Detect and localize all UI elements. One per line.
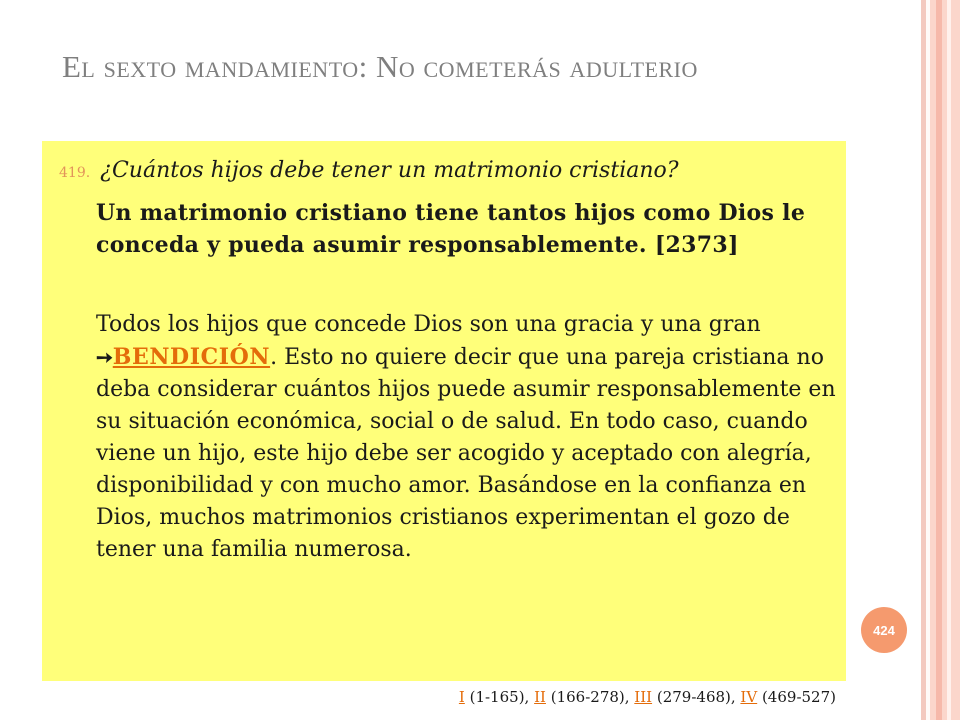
footer-link-part-1[interactable]: I: [458, 688, 465, 706]
footer-navigation: [459, 686, 836, 708]
footer-range-4: (469-527): [757, 688, 836, 706]
page-number-badge: 424: [861, 607, 907, 653]
arrow-icon: ➙: [96, 345, 113, 369]
explanation-text: [96, 309, 846, 566]
question-row: [59, 156, 839, 188]
slide-title: El sexto mandamiento: No cometerás adulterio: [62, 49, 698, 84]
answer-text: Un matrimonio cristiano tiene tantos hijos como Dios le conceda y pueda asumir responsablemente. [2373]: [96, 200, 806, 258]
question-number: 419.: [59, 165, 91, 181]
decorative-stripe: [930, 0, 960, 720]
footer-range-1: (1-165),: [464, 688, 535, 706]
explanation-body: . Esto no quiere decir que una pareja cristiana no deba considerar cuántos hijos puede asumir responsablemente en su situación económica, social o de salud. En todo caso, cuando viene un hijo, este hijo debe ser acogido y aceptado con alegría, disponibilidad y con mucho amor. Basándose en la confianza en Dios, muchos matrimonios cristianos experimentan el gozo de tener una familia numerosa.: [96, 345, 836, 562]
decorative-stripe: [936, 0, 942, 720]
decorative-stripe: [947, 0, 951, 720]
bendicion-link[interactable]: BENDICIÓN: [112, 344, 271, 370]
footer-range-3: (279-468),: [652, 688, 741, 706]
footer-link-part-2[interactable]: II: [534, 688, 546, 706]
footer-link-part-4[interactable]: IV: [740, 688, 758, 706]
explanation-intro: Todos los hijos que concede Dios son una gracia y una gran: [96, 312, 761, 337]
footer-link-part-3[interactable]: III: [634, 688, 653, 706]
footer-range-2: (166-278),: [545, 688, 635, 706]
content-box: [42, 141, 846, 681]
question-text: ¿Cuántos hijos debe tener un matrimonio cristiano?: [100, 158, 679, 183]
